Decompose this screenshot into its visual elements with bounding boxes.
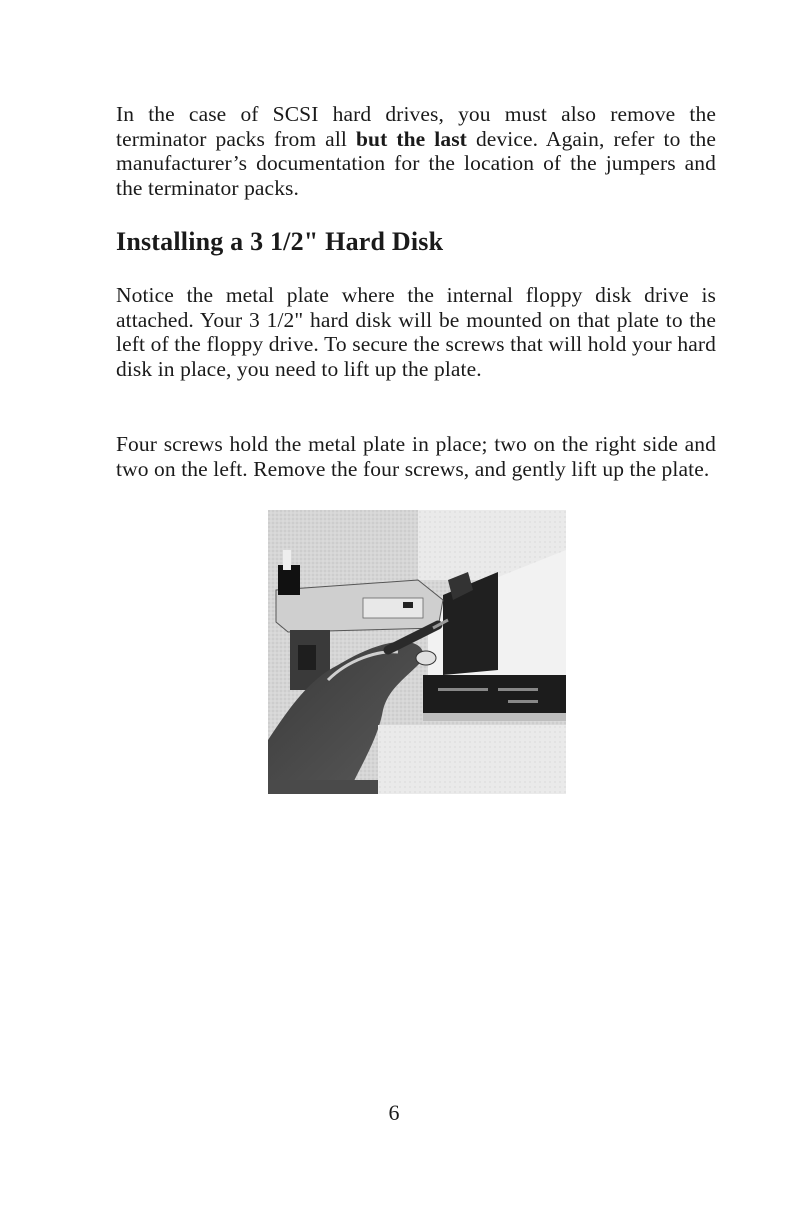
connector-strip-shape: [423, 675, 566, 713]
section-heading: Installing a 3 1/2" Hard Disk: [116, 227, 444, 256]
paragraph-scsi-terminators: [116, 102, 716, 200]
paragraph-four-screws: Four screws hold the metal plate in place; two on the right side and two on the left. Remove the four screws, and gently lift up the plate.: [116, 432, 716, 481]
paragraph-text: In the case of SCSI hard drives, you must also remove the terminator packs from all: [116, 102, 716, 151]
photo-figure: [268, 510, 566, 794]
paragraph-metal-plate: Notice the metal plate where the internal floppy disk drive is attached. Your 3 1/2" hard disk will be mounted on that plate to the left of the floppy drive. To secure the screws that will hold your hard disk in place, you need to lift up the plate.: [116, 283, 716, 381]
emphasis-text: but the last: [355, 126, 467, 151]
page-number: 6: [388, 1100, 400, 1125]
paragraph-text: device. Again, refer to the manufacturer’s documentation for the location of the jumpers and the terminator packs.: [116, 126, 716, 200]
